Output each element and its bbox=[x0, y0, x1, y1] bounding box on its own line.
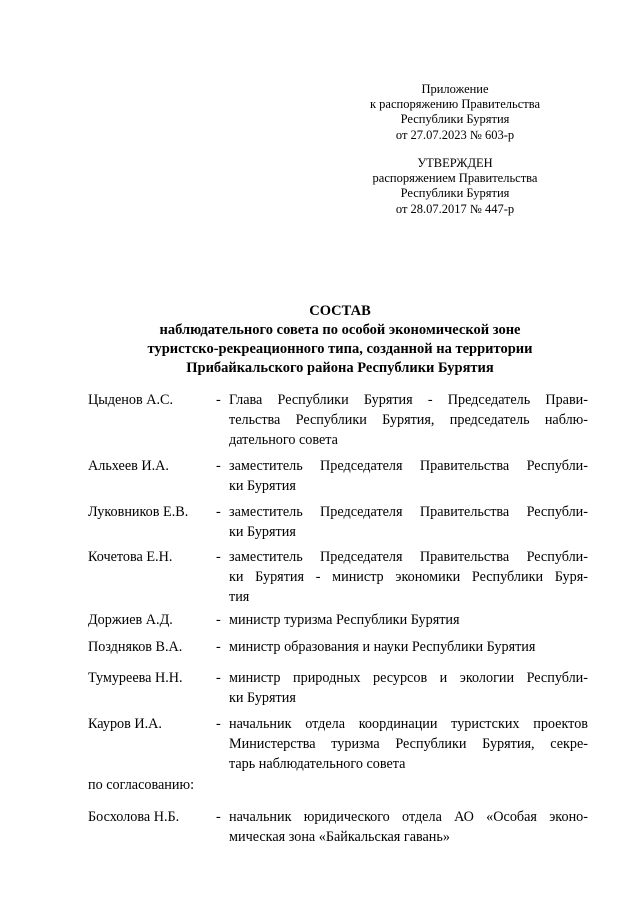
member-position-line: начальник отдела координации туристских проектов bbox=[229, 716, 588, 732]
member-position bbox=[229, 548, 588, 607]
member-position bbox=[229, 808, 588, 848]
member-row bbox=[88, 391, 588, 450]
member-dash: - bbox=[216, 504, 221, 520]
member-position bbox=[229, 638, 588, 658]
member-position-line: заместитель Председателя Правительства Республи- bbox=[229, 504, 588, 520]
member-row bbox=[88, 503, 588, 543]
member-row bbox=[88, 808, 588, 848]
member-position bbox=[229, 715, 588, 774]
member-row bbox=[88, 715, 588, 774]
member-name: Луковников Е.В. bbox=[88, 504, 189, 520]
member-position bbox=[229, 611, 588, 631]
member-dash: - bbox=[216, 612, 221, 628]
member-position-line: министр природных ресурсов и экологии Республи- bbox=[229, 670, 588, 686]
approval-line: распоряжением Правительства bbox=[372, 171, 538, 186]
title-line: СОСТАВ bbox=[309, 303, 371, 319]
member-position-line: заместитель Председателя Правительства Республи- bbox=[229, 458, 588, 474]
member-dash: - bbox=[216, 809, 221, 825]
approval-line: Республики Бурятия bbox=[400, 186, 510, 201]
member-row bbox=[88, 457, 588, 497]
member-row bbox=[88, 611, 588, 631]
member-name: Альхеев И.А. bbox=[88, 458, 169, 474]
member-dash: - bbox=[216, 716, 221, 732]
member-position-line: тельства Республики Бурятия, председатель наблю- bbox=[229, 411, 588, 428]
member-row bbox=[88, 638, 588, 658]
member-dash: - bbox=[216, 392, 221, 408]
member-position-line: министр образования и науки Республики Бурятия bbox=[229, 639, 536, 655]
document-title bbox=[80, 302, 600, 378]
appendix-line: к распоряжению Правительства bbox=[369, 97, 540, 112]
member-position-line: министр туризма Республики Бурятия bbox=[229, 612, 460, 628]
approval-stamp-block bbox=[300, 156, 610, 217]
member-dash: - bbox=[216, 458, 221, 474]
member-position-line: Министерства туризма Республики Бурятия, секре- bbox=[229, 735, 588, 752]
member-position-line: дательного совета bbox=[229, 431, 338, 448]
member-position-line: мическая зона «Байкальская гавань» bbox=[229, 828, 450, 845]
member-position bbox=[229, 391, 588, 450]
member-position bbox=[229, 669, 588, 709]
approval-line: УТВЕРЖДЕН bbox=[417, 156, 493, 170]
title-line: Прибайкальского района Республики Бурятия bbox=[186, 360, 494, 376]
member-position-line: ки Бурятия - министр экономики Республики Буря- bbox=[229, 568, 588, 585]
appendix-line: от 27.07.2023 № 603-р bbox=[395, 127, 515, 142]
member-position-line: Глава Республики Бурятия - Председатель Прави- bbox=[229, 392, 588, 408]
member-position bbox=[229, 503, 588, 543]
member-name: Цыденов А.С. bbox=[88, 392, 174, 408]
appendix-line: Приложение bbox=[421, 82, 489, 96]
member-name: Кауров И.А. bbox=[88, 716, 162, 732]
member-position-line: заместитель Председателя Правительства Республи- bbox=[229, 549, 588, 565]
title-line: наблюдательного совета по особой экономической зоне bbox=[159, 322, 521, 338]
member-name: Босхолова Н.Б. bbox=[88, 809, 180, 825]
member-dash: - bbox=[216, 670, 221, 686]
member-row bbox=[88, 669, 588, 709]
agreement-label: по согласованию: bbox=[88, 777, 195, 793]
member-name: Кочетова Е.Н. bbox=[88, 549, 173, 565]
member-dash: - bbox=[216, 639, 221, 655]
member-position-line: тарь наблюдательного совета bbox=[229, 755, 406, 772]
member-row bbox=[88, 548, 588, 607]
member-name: Доржиев А.Д. bbox=[88, 612, 173, 628]
member-dash: - bbox=[216, 549, 221, 565]
member-name: Тумуреева Н.Н. bbox=[88, 670, 183, 686]
appendix-block bbox=[300, 82, 610, 143]
member-name: Поздняков В.А. bbox=[88, 639, 183, 655]
member-position-line: ки Бурятия bbox=[229, 689, 296, 706]
member-position bbox=[229, 457, 588, 497]
appendix-line: Республики Бурятия bbox=[400, 112, 510, 127]
member-position-line: ки Бурятия bbox=[229, 477, 296, 494]
title-line: туристско-рекреационного типа, созданной на территории bbox=[147, 341, 533, 357]
approval-line: от 28.07.2017 № 447-р bbox=[395, 201, 515, 216]
member-position-line: начальник юридического отдела АО «Особая эконо- bbox=[229, 809, 588, 825]
member-position-line: ки Бурятия bbox=[229, 523, 296, 540]
member-position-line: тия bbox=[229, 588, 250, 605]
